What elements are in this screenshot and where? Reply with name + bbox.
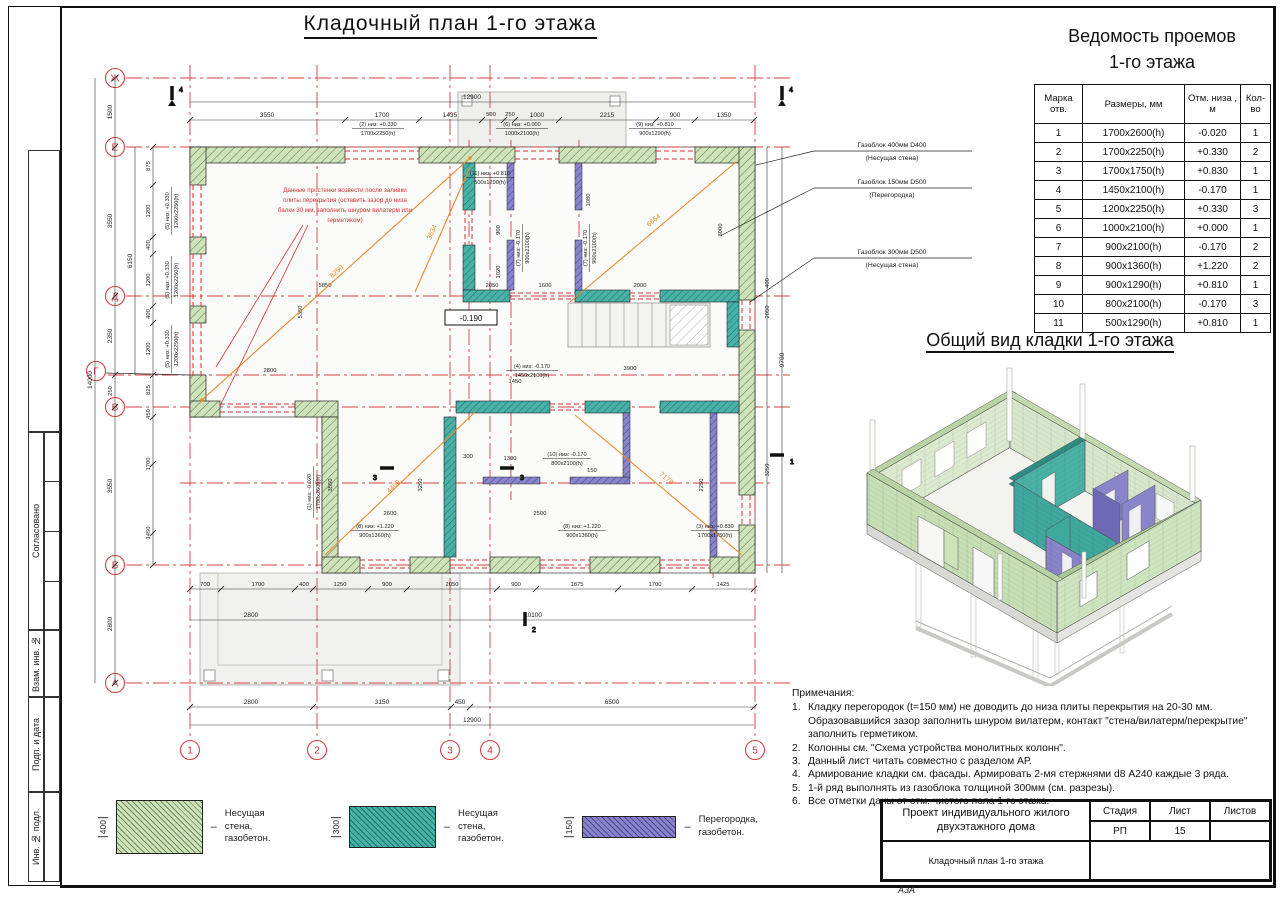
olabel-1-s: 1700х2600(h) [316,474,322,510]
dim-in-6: 900 [496,225,502,235]
dim-li-0: 875 [146,161,152,171]
section-mark-3b: 3 [520,475,524,482]
olabel-4-s: 1450х2100(h) [514,373,550,379]
dim-b-6: 900 [511,582,521,588]
olabel-2-s: 1700х2250(h) [360,131,396,137]
dim-b-5: 2050 [445,582,459,588]
dim-in-12: 2600 [383,511,397,517]
dim-in-11: 1450 [508,379,522,385]
dim-top-1: 1700 [374,112,390,119]
col-header-mark: Марка отв. [1035,85,1083,124]
legend-dash: – [443,821,451,833]
olabel-8a-t: (8) низ: +1.220 [356,524,394,530]
axon-model [867,368,1201,686]
legend-label-150: Перегородка, газобетон. [698,814,758,838]
dim-left-1: 3550 [107,213,114,229]
dim-top-8: 1350 [716,112,732,119]
callout-300-line1: Газоблок 300мм D500 [857,249,927,256]
axis-col-5: 5 [752,745,758,757]
dim-b3-3: 6500 [604,699,620,706]
diag-4: 7178 [657,471,675,487]
note-item: 6. Все отметки даны от отм. чистого пола 1-го этажа. [792,796,1050,807]
section-mark-4a: 4 [179,87,183,94]
dim-top-overall: 12900 [462,94,482,101]
strip-label-inv-podl: Инв. № подл. [31,808,41,866]
note-item: 1. Кладку перегородок (t=150 мм) не доводить до низа плиты перекрытия на 20-30 мм. Образовавшийся зазор заполнить шнуром вилатерм, контакт "стена/вилатерм/перекрытие" заполнить герметиком. [792,702,1248,741]
note-item: 3. Данный лист читать совместно с разделом АР. [792,755,1032,767]
dim-b3-1: 3150 [374,699,390,706]
dim-top-2: 1435 [442,112,458,119]
olabel-6-t: (6) низ: +0.000 [503,122,541,128]
table-row: 10 800х2100(h) -0.170 3 [1035,295,1271,314]
axis-row-b: Б [111,560,119,572]
note-item: 4. Армирование кладки см. фасады. Армировать 2-мя стержнями d8 А240 каждые 3 ряда. [792,769,1229,781]
olabel-5b-s: 1200х2250(h) [174,262,180,298]
section-mark-4b: 4 [789,87,793,94]
axis-col-4: 4 [487,745,493,757]
olabel-3-t: (3) низ: +0.830 [696,524,734,530]
axonometric-view [820,356,1275,686]
dim-in-3: 2050 [485,283,499,289]
title-block-sheet-value: 15 [1150,821,1210,841]
dim-in-10: 3900 [623,366,637,372]
dim-right-overall: 9700 [779,352,786,368]
dim-in-13: 2500 [533,511,547,517]
title-block-sheet-label: Лист [1150,801,1210,821]
axis-row-zh: Ж [110,73,120,85]
legend-dim-150: 150 [564,817,574,837]
dim-li-5: 1200 [146,342,152,356]
section-mark-3a: 3 [373,475,377,482]
olabel-7b-s: 900х2100(h) [592,232,598,264]
diag-0: 8250 [328,264,346,280]
bottom-terrace [200,573,460,685]
plan-title: Кладочный план 1-го этажа [240,12,660,36]
olabel-7b-t: (7) низ: -0.170 [583,229,589,267]
axis-row-d: Д [111,291,119,303]
dim-li-7: 450 [146,409,152,419]
dim-ri-1: 3250 [765,463,771,477]
olabel-8b-t: (8) низ: +1.220 [563,524,601,530]
axis-row-g: Г [93,366,99,378]
strip-label-soglasovano: Согласовано [31,503,41,559]
legend-dash: – [210,821,217,833]
axis-row-a: А [111,678,119,690]
dim-b2-0: 2800 [243,612,259,619]
olabel-5c-s: 1200х2250(h) [174,331,180,367]
dim-b2-1: 10100 [523,612,543,619]
olabel-7a-s: 900х2100(h) [525,232,531,264]
dim-in-7: 1080 [586,193,592,207]
legend-swatch-150 [582,816,676,838]
dim-li-2: 400 [146,240,152,250]
diag-3: 4400 [385,478,402,495]
legend-swatch-300 [349,806,436,848]
dim-in-1: 5350 [298,305,304,319]
olabel-3-s: 1700х1750(h) [697,533,733,539]
section-mark-2: 2 [532,627,536,634]
dim-b3-0: 2800 [243,699,259,706]
legend-dash: – [684,821,691,833]
dim-ri-0: 2050 [765,305,771,319]
olabel-9-t: (9) низ: +0.810 [636,122,674,128]
olabel-5c-t: (5) низ: +0.330 [165,330,171,368]
red-note-line1: Данные простенки возвести после заливки [283,187,407,194]
dim-in-19: 300 [463,454,473,460]
olabel-5a-s: 1200х2250(h) [174,193,180,229]
dim-top-6: 2215 [599,112,615,119]
table-row: 11 500х1290(h) +0.810 1 [1035,314,1271,333]
olabel-4-t: (4) низ: -0.170 [513,364,551,370]
table-row: 8 900х1360(h) +1.220 2 [1035,257,1271,276]
olabel-11-t: (11) низ: +0.810 [469,171,511,177]
dim-in-18: 150 [587,468,597,474]
table-row: 9 900х1290(h) +0.810 1 [1035,276,1271,295]
notes-block [792,687,1274,808]
olabel-8a-s: 900х1360(h) [359,533,391,539]
title-block [880,799,1272,882]
dim-b-2: 400 [299,582,309,588]
dim-top-5: 1000 [529,112,545,119]
axis-row-v: В [111,402,119,414]
diag-2: 6664 [645,213,663,229]
red-note-line2: плиты перекрытия (оставить зазор до низа [283,197,407,204]
dim-in-16: 3250 [418,478,424,492]
olabel-6-s: 1000х2100(h) [504,131,540,137]
material-callouts [720,141,972,302]
legend-item-150 [564,814,758,840]
dim-left-2: 2350 [107,328,114,344]
table-row: 1 1700х2600(h) -0.020 1 [1035,124,1271,143]
dim-b-9: 1425 [716,582,730,588]
olabel-5b-t: (5) низ: +0.330 [165,261,171,299]
legend [98,800,758,854]
olabel-5a-t: (5) низ: +0.330 [165,192,171,230]
legend-item-400 [98,800,289,854]
dim-li-1: 1200 [146,204,152,218]
section-mark-1: 1 [790,459,794,466]
legend-dim-400: 400 [98,817,108,837]
dim-top-7: 900 [669,112,681,119]
table-row: 5 1200х2250(h) +0.330 3 [1035,200,1271,219]
axis-col-2: 2 [314,745,320,757]
dim-in-4: 1600 [538,283,552,289]
dim-left-3: 250 [108,386,114,396]
olabel-1-t: (1) низ: -0.020 [307,473,313,511]
red-note-line4: герметиком) [327,217,363,224]
axon-title: Общий вид кладки 1-го этажа [830,330,1270,351]
callout-150-line1: Газоблок 150мм D500 [857,179,927,186]
olabel-8b-s: 900х1360(h) [566,533,598,539]
olabel-2-t: (2) низ: +0.330 [359,122,397,128]
dim-in-15: 3550 [328,478,334,492]
dim-left-overall: 14000 [87,370,94,390]
strip-label-vzam-inv: Взам. инв. № [31,635,41,692]
olabel-9-s: 900х1290(h) [639,131,671,137]
axis-col-1: 1 [187,745,193,757]
col-header-bottom-level: Отм. низа , м [1185,85,1241,124]
dim-ri-2: 400 [765,278,771,288]
dim-in-17: 2250 [699,478,705,492]
diag-1: 3634 [426,223,439,241]
table-row: 7 900х2100(h) -0.170 2 [1035,238,1271,257]
callout-400-line1: Газоблок 400мм D400 [857,142,927,149]
callout-400-line2: (Несущая стена) [865,155,919,162]
dim-in-9: 1020 [496,265,502,279]
dim-in-2: 2800 [263,368,277,374]
table-row: 3 1700х1750(h) +0.830 1 [1035,162,1271,181]
dim-left-mid: 6150 [127,253,134,269]
dim-li-9: 1450 [146,526,152,540]
note-item: 2. Колонны см. "Схема устройства монолитных колонн". [792,742,1066,754]
dim-left-4: 3550 [107,478,114,494]
dim-li-8: 1700 [146,457,152,471]
dim-in-0: 5850 [318,283,332,289]
col-header-size: Размеры, мм [1083,85,1185,124]
strip-label-podp-data: Подп. и дата [31,718,41,772]
title-block-stage-value: РП [1090,821,1150,841]
title-block-project: Проект индивидуального жилого двухэтажного дома [882,801,1090,841]
dim-b-7: 1875 [570,582,584,588]
dim-left-0: 1500 [107,104,114,120]
legend-item-300 [331,806,522,848]
olabel-7a-t: (7) низ: -0.170 [516,229,522,267]
dim-top-0: 3550 [259,112,275,119]
dim-bottom-overall: 12900 [462,717,482,724]
title-block-stage-label: Стадия [1090,801,1150,821]
olabel-11-s: 500х1290(h) [474,180,506,186]
dim-top-3: 500 [486,112,496,118]
dim-top-4: 250 [505,112,515,118]
col-header-count: Кол-во [1241,85,1271,124]
title-block-sheets-value [1210,821,1270,841]
format-note: А3А [898,885,916,895]
dim-li-6: 825 [146,385,152,395]
openings-table [1034,84,1271,333]
dim-in-8: 3000 [718,223,724,237]
callout-150-line2: (Перегородка) [869,192,915,199]
title-block-empty-cell [1090,841,1270,880]
top-porch [458,92,626,147]
table-row: 4 1450х2100(h) -0.170 1 [1035,181,1271,200]
level-mark [445,310,497,325]
axis-row-e: Е [111,142,119,154]
dim-b-4: 900 [382,582,392,588]
legend-label-300: Несущая стена, газобетон. [458,807,504,845]
olabel-10-t: (10) низ: -0.170 [547,452,587,458]
dim-b-1: 1700 [251,582,265,588]
stairs [568,303,710,347]
dim-left-5: 2800 [107,616,114,632]
dim-in-5: 2000 [633,283,647,289]
dim-b-0: 700 [200,582,210,588]
legend-swatch-400 [116,800,203,854]
title-block-sheets-label: Листов [1210,801,1270,821]
legend-dim-300: 300 [331,817,341,837]
olabel-10-s: 800х2100(h) [551,461,583,467]
dim-b-3: 1250 [333,582,347,588]
table-row: 2 1700х2250(h) +0.330 2 [1035,143,1271,162]
legend-label-400: Несущая стена, газобетон. [224,807,271,845]
dim-b-8: 1700 [648,582,662,588]
title-block-doc-title: Кладочный план 1-го этажа [882,841,1090,880]
openings-table-title-2: 1-го этажа [1108,52,1196,72]
openings-table-title-1: Ведомость проемов [1068,26,1236,46]
callout-300-line2: (Несущая стена) [865,262,919,269]
dim-li-3: 1200 [146,273,152,287]
dim-in-14: 1300 [503,456,517,462]
dim-li-4: 400 [146,309,152,319]
level-mark-value: -0.190 [459,314,483,323]
axis-col-3: 3 [447,745,453,757]
note-item: 5. 1-й ряд выполнять из газоблока толщиной 300мм (см. разрезы). [792,782,1116,794]
dim-b3-2: 450 [454,699,466,706]
notes-title: Примечания: [792,688,855,699]
red-note-line3: балки 30 мм, заполнить шнуром вилатерм или [277,207,413,214]
table-row: 6 1000х2100(h) +0.000 1 [1035,219,1271,238]
